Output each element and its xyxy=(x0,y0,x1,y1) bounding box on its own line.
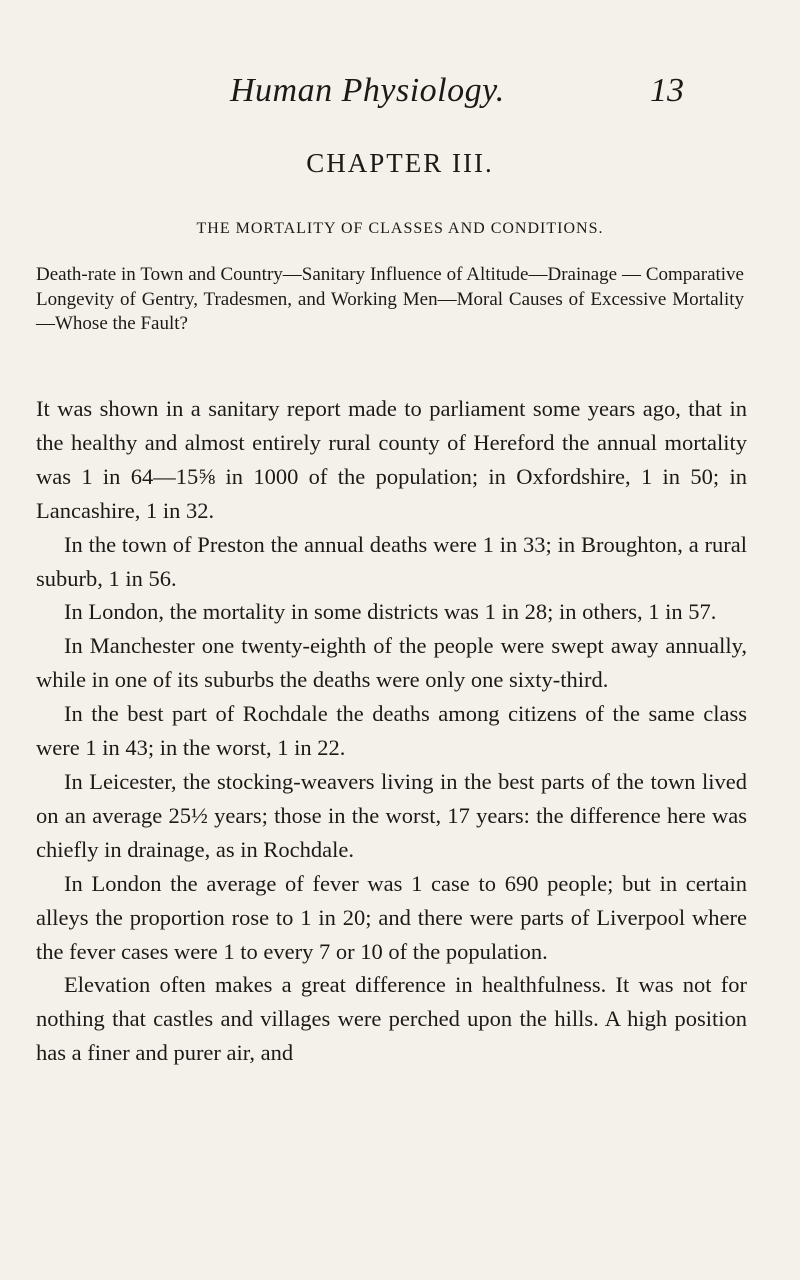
paragraph-3: In London, the mortality in some districts was 1 in 28; in others, 1 in 57. xyxy=(64,599,717,625)
running-head xyxy=(0,72,800,122)
paragraph-6: In Leicester, the stocking-weavers living in the best parts of the town lived on an average 25½ years; those in the worst, 17 years: the difference here was chiefly in drainage, as in Rochdale. xyxy=(36,768,747,862)
body-text xyxy=(36,392,747,1070)
running-title: Human Physiology. xyxy=(230,72,505,109)
paragraph-7: In London the average of fever was 1 case to 690 people; but in certain alleys the proportion rose to 1 in 20; and there were parts of Liverpool where the fever cases were 1 to every 7 or 10 of the population. xyxy=(36,870,747,964)
paragraph-8: Elevation often makes a great difference in healthfulness. It was not for nothing that castles and villages were perched upon the hills. A high position has a finer and purer air, and xyxy=(36,972,747,1066)
paragraph-4: In Manchester one twenty-eighth of the people were swept away annually, while in one of its suburbs the deaths were only one sixty-third. xyxy=(36,633,747,693)
paragraph-1: It was shown in a sanitary report made to parliament some years ago, that in the healthy and almost entirely rural county of Hereford the annual mortality was 1 in 64—15⅝ in 1000 of the population; in Oxfordshire, 1 in 50; in Lancashire, 1 in 32. xyxy=(36,396,747,523)
chapter-heading: CHAPTER III. xyxy=(306,148,494,178)
paragraph-5: In the best part of Rochdale the deaths among citizens of the same class were 1 in 43; in the worst, 1 in 22. xyxy=(36,701,747,761)
chapter-subtitle: THE MORTALITY OF CLASSES AND CONDITIONS. xyxy=(196,220,604,237)
page-number: 13 xyxy=(650,72,684,109)
paragraph-2: In the town of Preston the annual deaths were 1 in 33; in Broughton, a rural suburb, 1 in 56. xyxy=(36,531,747,591)
chapter-synopsis: Death-rate in Town and Country—Sanitary Influence of Altitude—Drainage — Comparative Longevity of Gentry, Tradesmen, and Working Men—Moral Causes of Excessive Mortality—Whose the Fault? xyxy=(36,264,744,334)
